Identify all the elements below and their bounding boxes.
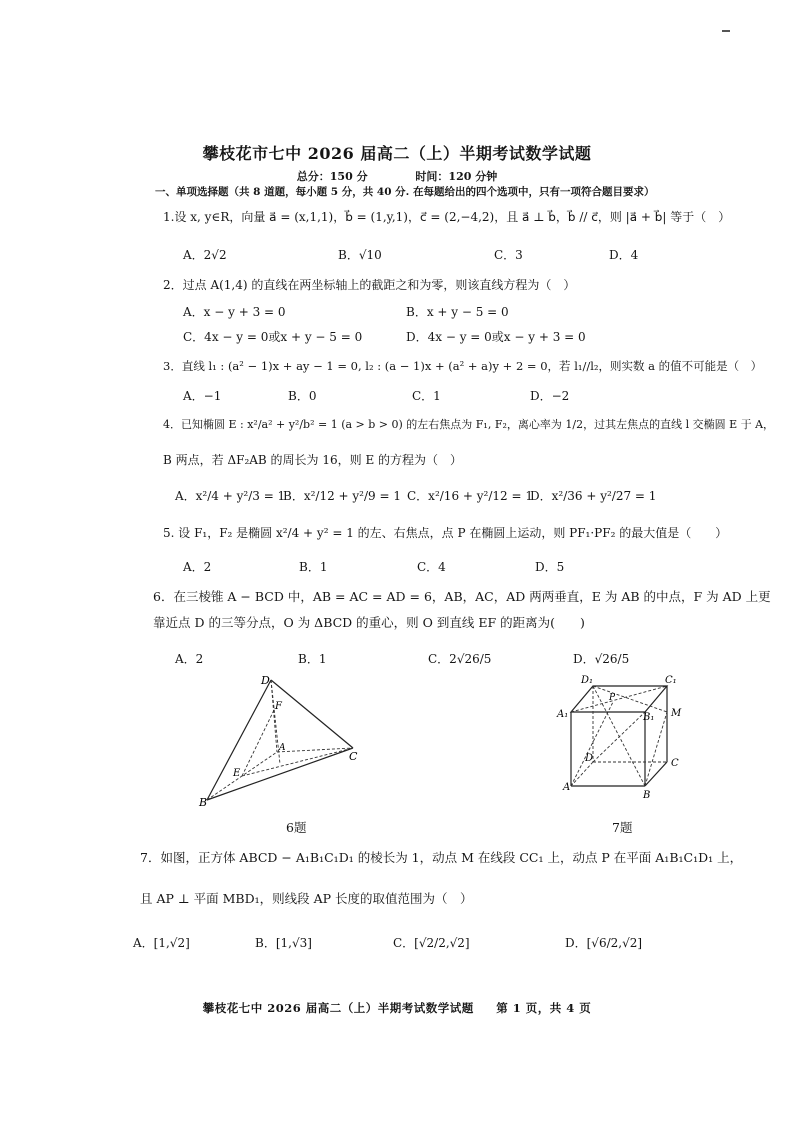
- label-c1: C₁: [665, 675, 677, 686]
- label-f: F: [275, 701, 282, 712]
- q2-option-a: A．x − y + 3 = 0: [183, 305, 286, 319]
- q4-option-a: A．x²/4 + y²/3 = 1: [175, 489, 286, 503]
- label-c: C: [671, 758, 679, 769]
- question-1: 1.设 x, y∈R，向量 a⃗ = (x,1,1)，b⃗ = (1,y,1)，c⃗ = (2,−4,2)，且 a⃗ ⊥ b⃗，b⃗ // c⃗，则 |a⃗ + b⃗| 等于（ ）: [163, 210, 731, 224]
- segment-d1-b: [593, 686, 645, 786]
- q7-option-c: C．[√2/2,√2]: [393, 936, 470, 950]
- q7-option-a: A．[1,√2]: [133, 936, 190, 950]
- diag-top: [571, 686, 667, 712]
- section-heading: 一、单项选择题（共 8 道题，每小题 5 分，共 40 分. 在每题给出的四个选项中，只有一项符合题目要求）: [155, 186, 655, 198]
- q2-option-d: D．4x − y = 0或x − y + 3 = 0: [406, 330, 586, 344]
- q5-option-c: C．4: [417, 560, 446, 574]
- label-b: B: [643, 790, 651, 801]
- q4-option-c: C．x²/16 + y²/12 = 1: [407, 489, 533, 503]
- question-7-cont: 且 AP ⊥ 平面 MBD₁，则线段 AP 长度的取值范围为（ ）: [140, 891, 473, 906]
- label-d: D: [261, 674, 270, 687]
- edge-bc: [207, 748, 353, 800]
- label-a: A: [279, 743, 286, 753]
- q1-option-b: B．√10: [338, 248, 382, 262]
- scan-mark: [722, 30, 730, 32]
- figure-7-cube: [555, 672, 695, 802]
- q7-option-b: B．[1,√3]: [255, 936, 312, 950]
- question-3: 3．直线 l₁ : (a² − 1)x + ay − 1 = 0, l₂ : (a − 1)x + (a² + a)y + 2 = 0，若 l₁//l₂，则实数 a 的值不可能是（ ）: [163, 359, 763, 373]
- q3-option-a: A．−1: [183, 389, 222, 403]
- q3-option-b: B．0: [288, 389, 317, 403]
- question-5: 5. 设 F₁，F₂ 是椭圆 x²/4 + y² = 1 的左、右焦点，点 P 在椭圆上运动，则 PF₁·PF₂ 的最大值是（ ）: [163, 526, 728, 540]
- q5-option-b: B．1: [299, 560, 328, 574]
- q6-option-a: A．2: [175, 652, 204, 666]
- label-a: A: [563, 782, 571, 793]
- edge-db: [207, 680, 271, 800]
- q1-option-c: C．3: [494, 248, 523, 262]
- q1-option-a: A．2√2: [183, 248, 227, 262]
- page-number: 第 1 页，共 4 页: [496, 1001, 592, 1015]
- label-d1: D₁: [581, 675, 594, 686]
- page-footer: [0, 1000, 794, 1016]
- q4-option-b: B．x²/12 + y²/9 = 1: [283, 489, 401, 503]
- aux-line-2: [242, 748, 353, 776]
- question-7: 7．如图，正方体 ABCD − A₁B₁C₁D₁ 的棱长为 1，动点 M 在线段 CC₁ 上，动点 P 在平面 A₁B₁C₁D₁ 上，: [140, 850, 743, 865]
- q5-option-a: A．2: [183, 560, 212, 574]
- question-2: 2．过点 A(1,4) 的直线在两坐标轴上的截距之和为零，则该直线方程为（ ）: [163, 278, 576, 292]
- top-face: [571, 686, 667, 712]
- q3-option-c: C．1: [412, 389, 441, 403]
- segment-d-b1: [593, 712, 645, 762]
- q6-option-c: C．2√26/5: [428, 652, 492, 666]
- q5-option-d: D．5: [535, 560, 565, 574]
- segment-ef: [242, 708, 275, 776]
- q7-option-d: D．[√6/2,√2]: [565, 936, 643, 950]
- segment-b-m: [645, 712, 667, 786]
- label-e: E: [233, 768, 241, 779]
- q4-option-d: D．x²/36 + y²/27 = 1: [530, 489, 657, 503]
- question-6: 6．在三棱锥 A − BCD 中，AB = AC = AD = 6，AB，AC，AD 两两垂直，E 为 AB 的中点，F 为 AD 上更: [153, 589, 771, 604]
- edge-d-a: [571, 762, 593, 786]
- q2-option-c: C．4x − y = 0或x + y − 5 = 0: [183, 330, 363, 344]
- q1-option-d: D．4: [609, 248, 639, 262]
- figure-6-tetrahedron: [195, 672, 365, 812]
- question-4: 4．已知椭圆 E : x²/a² + y²/b² = 1 (a > b > 0) 的左右焦点为 F₁, F₂，离心率为 1/2，过其左焦点的直线 l 交椭圆 E 于 A，: [163, 418, 775, 431]
- label-b: B: [199, 796, 208, 809]
- exam-meta: [0, 168, 794, 184]
- label-d: D: [585, 753, 594, 764]
- footer-title: 攀枝花七中 2026 届高二（上）半期考试数学试题: [202, 1001, 474, 1015]
- figure-7-caption: 7题: [612, 820, 633, 835]
- exam-time: 时间：120 分钟: [415, 170, 498, 183]
- question-6-cont: 靠近点 D 的三等分点，O 为 ΔBCD 的重心，则 O 到直线 EF 的距离为( ): [153, 615, 585, 630]
- label-c: C: [349, 750, 358, 763]
- total-score: 总分：150 分: [296, 170, 368, 183]
- figure-6-caption: 6题: [286, 820, 307, 835]
- label-b1: B₁: [643, 712, 655, 723]
- edge-ac: [277, 748, 353, 752]
- label-p: P: [609, 693, 616, 703]
- q6-option-b: B．1: [298, 652, 327, 666]
- q6-option-d: D．√26/5: [573, 652, 630, 666]
- label-m: M: [671, 708, 682, 719]
- edge-dc: [271, 680, 353, 748]
- segment-a-p: [571, 702, 613, 786]
- q3-option-d: D．−2: [530, 389, 570, 403]
- label-a1: A₁: [557, 709, 569, 720]
- q2-option-b: B．x + y − 5 = 0: [406, 305, 509, 319]
- question-4-cont: B 两点，若 ΔF₂AB 的周长为 16，则 E 的方程为（ ）: [163, 453, 463, 467]
- page-title: 攀枝花市七中 2026 届高二（上）半期考试数学试题: [202, 144, 592, 163]
